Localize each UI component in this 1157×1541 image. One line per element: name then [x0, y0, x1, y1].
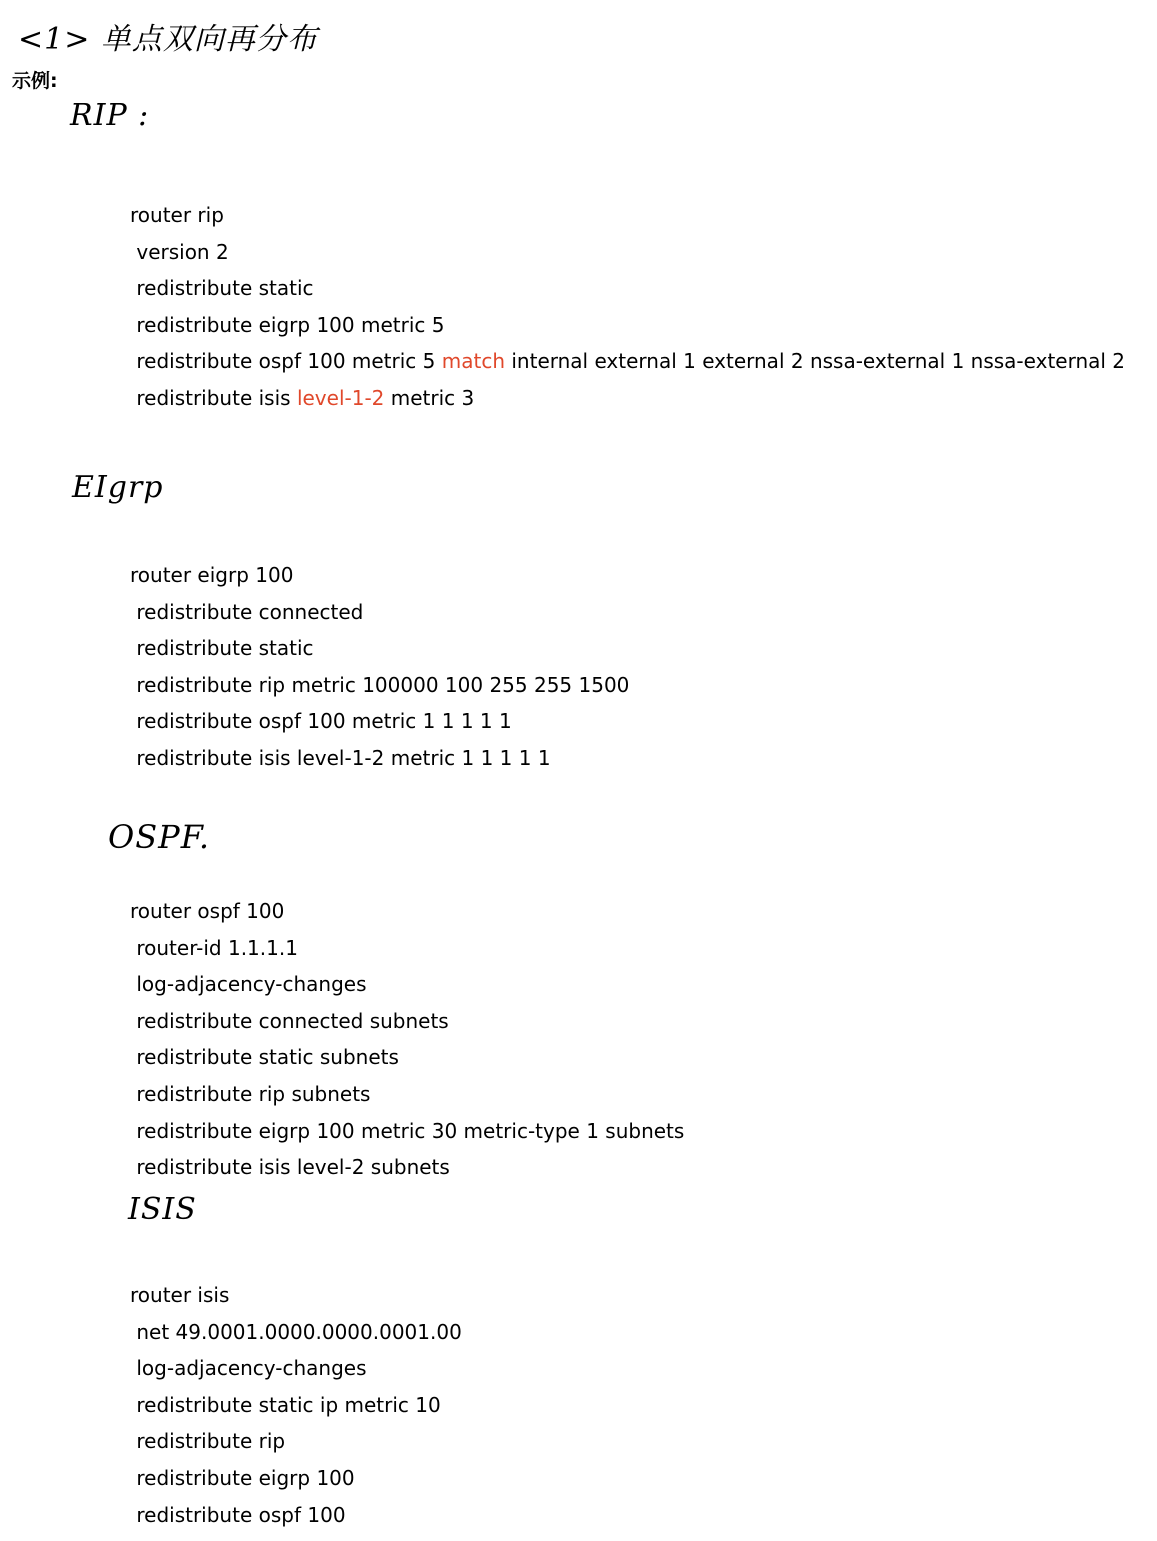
config-line: redistribute connected subnets	[130, 1008, 449, 1033]
config-line: log-adjacency-changes	[130, 972, 367, 997]
eigrp-heading: EIgrp	[72, 470, 164, 505]
config-line: redistribute rip metric 100000 100 255 255 1500	[130, 672, 630, 697]
config-line-isis-level	[130, 380, 1125, 417]
ospf-heading: OSPF.	[108, 818, 211, 856]
config-line: redistribute static	[130, 276, 314, 301]
config-line: redistribute isis level-2 subnets	[130, 1155, 450, 1180]
config-line-ospf-match	[130, 343, 1125, 380]
rip-heading: RIP :	[70, 98, 150, 133]
config-line: version 2	[130, 239, 229, 264]
line-text: redistribute isis	[130, 385, 297, 410]
example-label: 示例:	[12, 70, 58, 92]
highlight-level: level-1-2	[296, 385, 385, 410]
config-line: router ospf 100	[130, 899, 285, 923]
config-line: redistribute isis level-1-2 metric 1 1 1 1 1	[130, 745, 551, 770]
config-line: router rip	[130, 203, 224, 227]
config-line: router isis	[130, 1283, 230, 1307]
line-text: internal external 1 external 2 nssa-external 1 nssa-external 2	[505, 349, 1126, 374]
config-line: log-adjacency-changes	[130, 1356, 367, 1381]
isis-config-block	[130, 1277, 462, 1533]
handwritten-title: <1> 单点双向再分布	[18, 22, 318, 57]
config-line: redistribute static subnets	[130, 1045, 399, 1070]
config-line: redistribute eigrp 100 metric 5	[130, 312, 445, 337]
config-line: redistribute rip subnets	[130, 1081, 371, 1106]
eigrp-config-block	[130, 557, 629, 777]
highlight-match: match	[441, 349, 506, 374]
config-line: net 49.0001.0000.0000.0001.00	[130, 1319, 462, 1344]
ospf-config-block	[130, 893, 684, 1186]
config-line: redistribute eigrp 100	[130, 1465, 355, 1490]
config-line: router eigrp 100	[130, 563, 294, 587]
line-text: redistribute ospf 100 metric 5	[130, 349, 442, 374]
line-text: metric 3	[384, 385, 475, 410]
config-line: redistribute static ip metric 10	[130, 1392, 441, 1417]
config-line: redistribute rip	[130, 1429, 286, 1454]
config-line: redistribute connected	[130, 599, 364, 624]
config-line: redistribute static	[130, 636, 314, 661]
config-line: router-id 1.1.1.1	[130, 935, 298, 960]
config-line: redistribute ospf 100 metric 1 1 1 1 1	[130, 709, 512, 734]
config-line: redistribute eigrp 100 metric 30 metric-type 1 subnets	[130, 1118, 685, 1143]
isis-heading: ISIS	[128, 1192, 197, 1227]
rip-config-block	[130, 197, 1125, 417]
config-line: redistribute ospf 100	[130, 1502, 346, 1527]
